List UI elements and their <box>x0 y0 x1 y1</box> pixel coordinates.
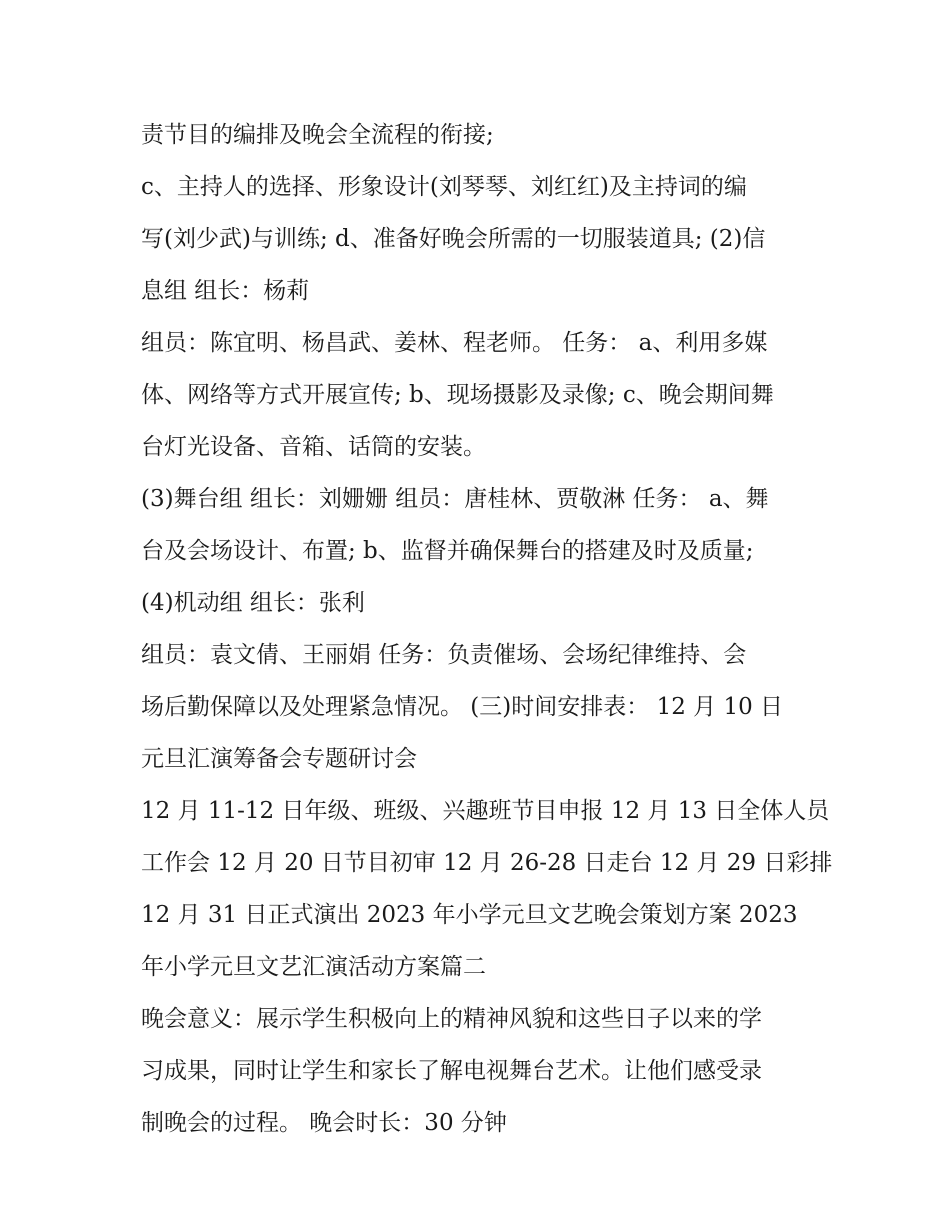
text-line: 12 月 11-12 日年级、班级、兴趣班节目申报 12 月 13 日全体人员 <box>141 798 830 824</box>
text-line: 组员：袁文倩、王丽娟 任务：负责催场、会场纪律维持、会 <box>141 642 747 668</box>
text-line: c、主持人的选择、形象设计(刘琴琴、刘红红)及主持词的编 <box>141 174 747 200</box>
text-line: 工作会 12 月 20 日节目初审 12 月 26-28 日走台 12 月 29 日彩排 <box>141 850 833 876</box>
text-line: 台及会场设计、布置; b、监督并确保舞台的搭建及时及质量; <box>141 538 754 564</box>
document-body <box>141 109 833 1149</box>
text-line: 制晚会的过程。 晚会时长：30 分钟 <box>141 1110 507 1136</box>
text-line: 元旦汇演筹备会专题研讨会 <box>141 746 417 772</box>
text-line: 12 月 31 日正式演出 2023 年小学元旦文艺晚会策划方案 2023 <box>141 902 798 928</box>
text-line: 息组 组长：杨莉 <box>141 278 310 304</box>
text-line: 场后勤保障以及处理紧急情况。 (三)时间安排表： 12 月 10 日 <box>141 694 784 720</box>
text-line: 晚会意义：展示学生积极向上的精神风貌和这些日子以来的学 <box>141 1006 762 1032</box>
text-line: 写(刘少武)与训练; d、准备好晚会所需的一切服装道具; (2)信 <box>141 226 766 252</box>
text-line: (4)机动组 组长：张利 <box>141 590 365 616</box>
text-line: 体、网络等方式开展宣传; b、现场摄影及录像; c、晚会期间舞 <box>141 382 774 408</box>
text-line: 年小学元旦文艺汇演活动方案篇二 <box>141 954 486 980</box>
text-line: 组员：陈宜明、杨昌武、姜林、程老师。 任务： a、利用多媒 <box>141 330 768 356</box>
text-line: 责节目的编排及晚会全流程的衔接; <box>141 122 494 148</box>
text-line: 台灯光设备、音箱、话筒的安装。 <box>141 434 486 460</box>
text-line: 习成果，同时让学生和家长了解电视舞台艺术。让他们感受录 <box>141 1058 762 1084</box>
text-line: (3)舞台组 组长：刘姗姗 组员：唐桂林、贾敬淋 任务： a、舞 <box>141 486 769 512</box>
